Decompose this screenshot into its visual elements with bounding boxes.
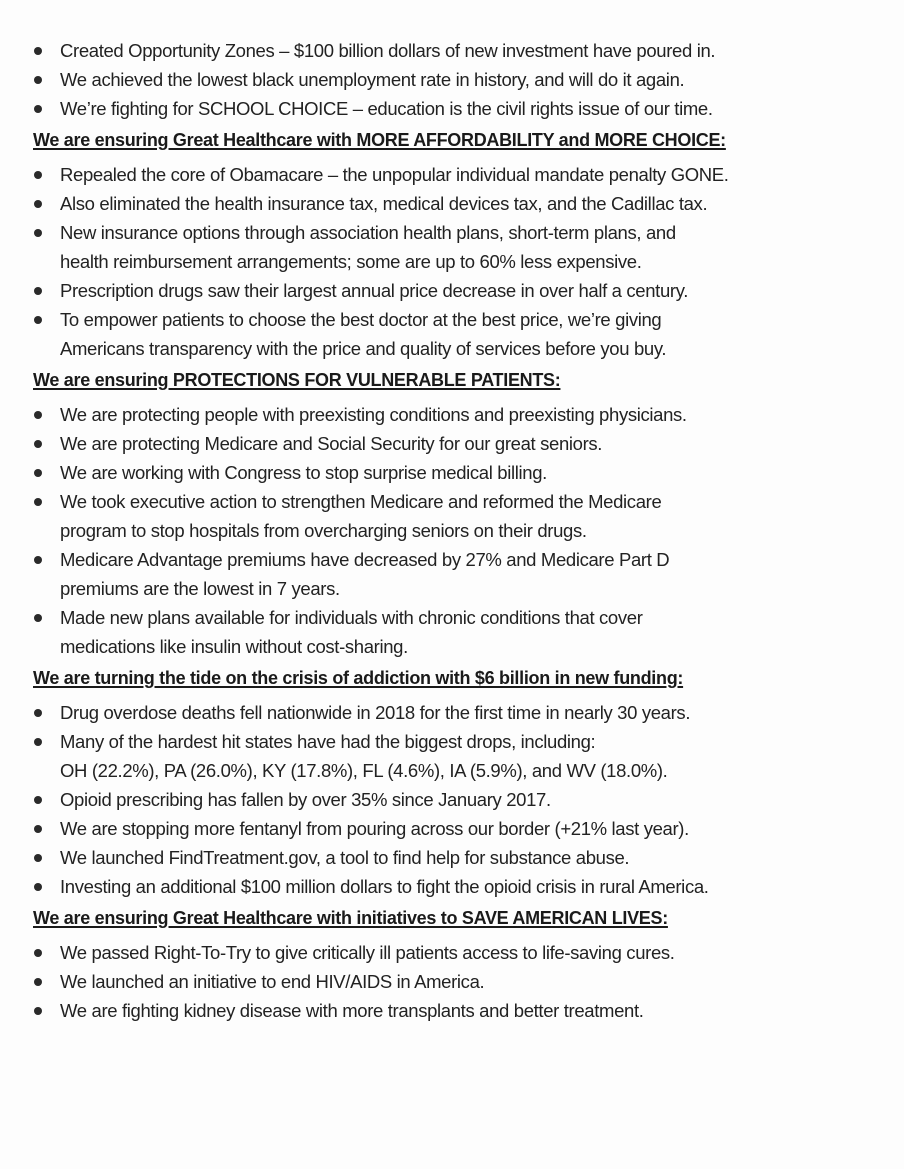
list-item xyxy=(33,785,883,814)
list-item-text: premiums are the lowest in 7 years. xyxy=(60,578,340,599)
bullet-icon xyxy=(34,738,42,746)
list-item-text: medications like insulin without cost-sharing. xyxy=(60,636,408,657)
list-item-text: New insurance options through association health plans, short-term plans, and xyxy=(60,222,676,243)
section-vulnerable-patients xyxy=(33,369,883,661)
bullet-icon xyxy=(34,883,42,891)
bullet-icon xyxy=(34,229,42,237)
list-item-text: Created Opportunity Zones – $100 billion dollars of new investment have poured in. xyxy=(60,40,716,61)
list-item-text: We are fighting kidney disease with more transplants and better treatment. xyxy=(60,1000,644,1021)
list-item xyxy=(33,65,883,94)
bullet-icon xyxy=(34,76,42,84)
list-item xyxy=(33,218,883,276)
list-item-text: We are protecting Medicare and Social Security for our great seniors. xyxy=(60,433,603,454)
list-item-text: We are protecting people with preexisting conditions and preexisting physicians. xyxy=(60,404,687,425)
section-addiction-crisis xyxy=(33,667,883,901)
list-item-text: We are working with Congress to stop surprise medical billing. xyxy=(60,462,547,483)
bullet-icon xyxy=(34,709,42,717)
bullet-icon xyxy=(34,796,42,804)
section-heading: We are turning the tide on the crisis of addiction with $6 billion in new funding: xyxy=(33,668,684,688)
bullet-icon xyxy=(34,556,42,564)
list-item-text: Also eliminated the health insurance tax, medical devices tax, and the Cadillac tax. xyxy=(60,193,708,214)
section-heading: We are ensuring Great Healthcare with initiatives to SAVE AMERICAN LIVES: xyxy=(33,908,668,928)
list-item xyxy=(33,545,883,603)
list-item-text: To empower patients to choose the best doctor at the best price, we’re giving xyxy=(60,309,662,330)
list-item xyxy=(33,843,883,872)
list-item-text: Medicare Advantage premiums have decreased by 27% and Medicare Part D xyxy=(60,549,670,570)
list-item-text: We took executive action to strengthen Medicare and reformed the Medicare xyxy=(60,491,662,512)
bullet-list xyxy=(33,400,883,661)
list-item xyxy=(33,698,883,727)
bullet-icon xyxy=(34,411,42,419)
list-item xyxy=(33,276,883,305)
intro-bullet-list xyxy=(33,36,883,123)
bullet-icon xyxy=(34,978,42,986)
list-item-text: OH (22.2%), PA (26.0%), KY (17.8%), FL (4.6%), IA (5.9%), and WV (18.0%). xyxy=(60,760,668,781)
list-item xyxy=(33,603,883,661)
bullet-list xyxy=(33,938,883,1025)
list-item xyxy=(33,872,883,901)
bullet-icon xyxy=(34,316,42,324)
list-item-text: We launched FindTreatment.gov, a tool to find help for substance abuse. xyxy=(60,847,630,868)
list-item-text: We launched an initiative to end HIV/AIDS in America. xyxy=(60,971,485,992)
bullet-icon xyxy=(34,825,42,833)
list-item xyxy=(33,400,883,429)
list-item xyxy=(33,487,883,545)
section-save-american-lives xyxy=(33,907,883,1025)
list-item xyxy=(33,305,883,363)
bullet-icon xyxy=(34,171,42,179)
bullet-icon xyxy=(34,1007,42,1015)
list-item xyxy=(33,938,883,967)
list-item-text: We are stopping more fentanyl from pouring across our border (+21% last year). xyxy=(60,818,689,839)
list-item-text: Many of the hardest hit states have had the biggest drops, including: xyxy=(60,731,596,752)
bullet-list xyxy=(33,160,883,363)
list-item-text: Americans transparency with the price and quality of services before you buy. xyxy=(60,338,667,359)
list-item-text: Made new plans available for individuals with chronic conditions that cover xyxy=(60,607,643,628)
list-item xyxy=(33,458,883,487)
list-item xyxy=(33,94,883,123)
bullet-icon xyxy=(34,200,42,208)
list-item xyxy=(33,189,883,218)
bullet-icon xyxy=(34,287,42,295)
list-item xyxy=(33,36,883,65)
list-item-text: Prescription drugs saw their largest annual price decrease in over half a century. xyxy=(60,280,689,301)
list-item-text: Drug overdose deaths fell nationwide in 2018 for the first time in nearly 30 years. xyxy=(60,702,691,723)
bullet-list xyxy=(33,698,883,901)
list-item-text: We’re fighting for SCHOOL CHOICE – education is the civil rights issue of our time. xyxy=(60,98,713,119)
bullet-icon xyxy=(34,498,42,506)
bullet-icon xyxy=(34,105,42,113)
list-item xyxy=(33,160,883,189)
list-item-text: We passed Right-To-Try to give critically ill patients access to life-saving cures. xyxy=(60,942,675,963)
bullet-icon xyxy=(34,47,42,55)
list-item-text: Opioid prescribing has fallen by over 35% since January 2017. xyxy=(60,789,551,810)
list-item xyxy=(33,967,883,996)
list-item xyxy=(33,727,883,785)
bullet-icon xyxy=(34,949,42,957)
bullet-icon xyxy=(34,854,42,862)
bullet-icon xyxy=(34,440,42,448)
bullet-icon xyxy=(34,614,42,622)
section-affordability xyxy=(33,129,883,363)
list-item-text: Repealed the core of Obamacare – the unpopular individual mandate penalty GONE. xyxy=(60,164,729,185)
list-item-text: We achieved the lowest black unemployment rate in history, and will do it again. xyxy=(60,69,685,90)
section-heading: We are ensuring PROTECTIONS FOR VULNERABLE PATIENTS: xyxy=(33,370,561,390)
section-heading: We are ensuring Great Healthcare with MORE AFFORDABILITY and MORE CHOICE: xyxy=(33,130,726,150)
list-item xyxy=(33,996,883,1025)
list-item-text: Investing an additional $100 million dollars to fight the opioid crisis in rural America. xyxy=(60,876,709,897)
list-item-text: health reimbursement arrangements; some are up to 60% less expensive. xyxy=(60,251,642,272)
document-content xyxy=(33,36,883,1027)
list-item xyxy=(33,814,883,843)
bullet-icon xyxy=(34,469,42,477)
list-item-text: program to stop hospitals from overcharging seniors on their drugs. xyxy=(60,520,587,541)
list-item xyxy=(33,429,883,458)
